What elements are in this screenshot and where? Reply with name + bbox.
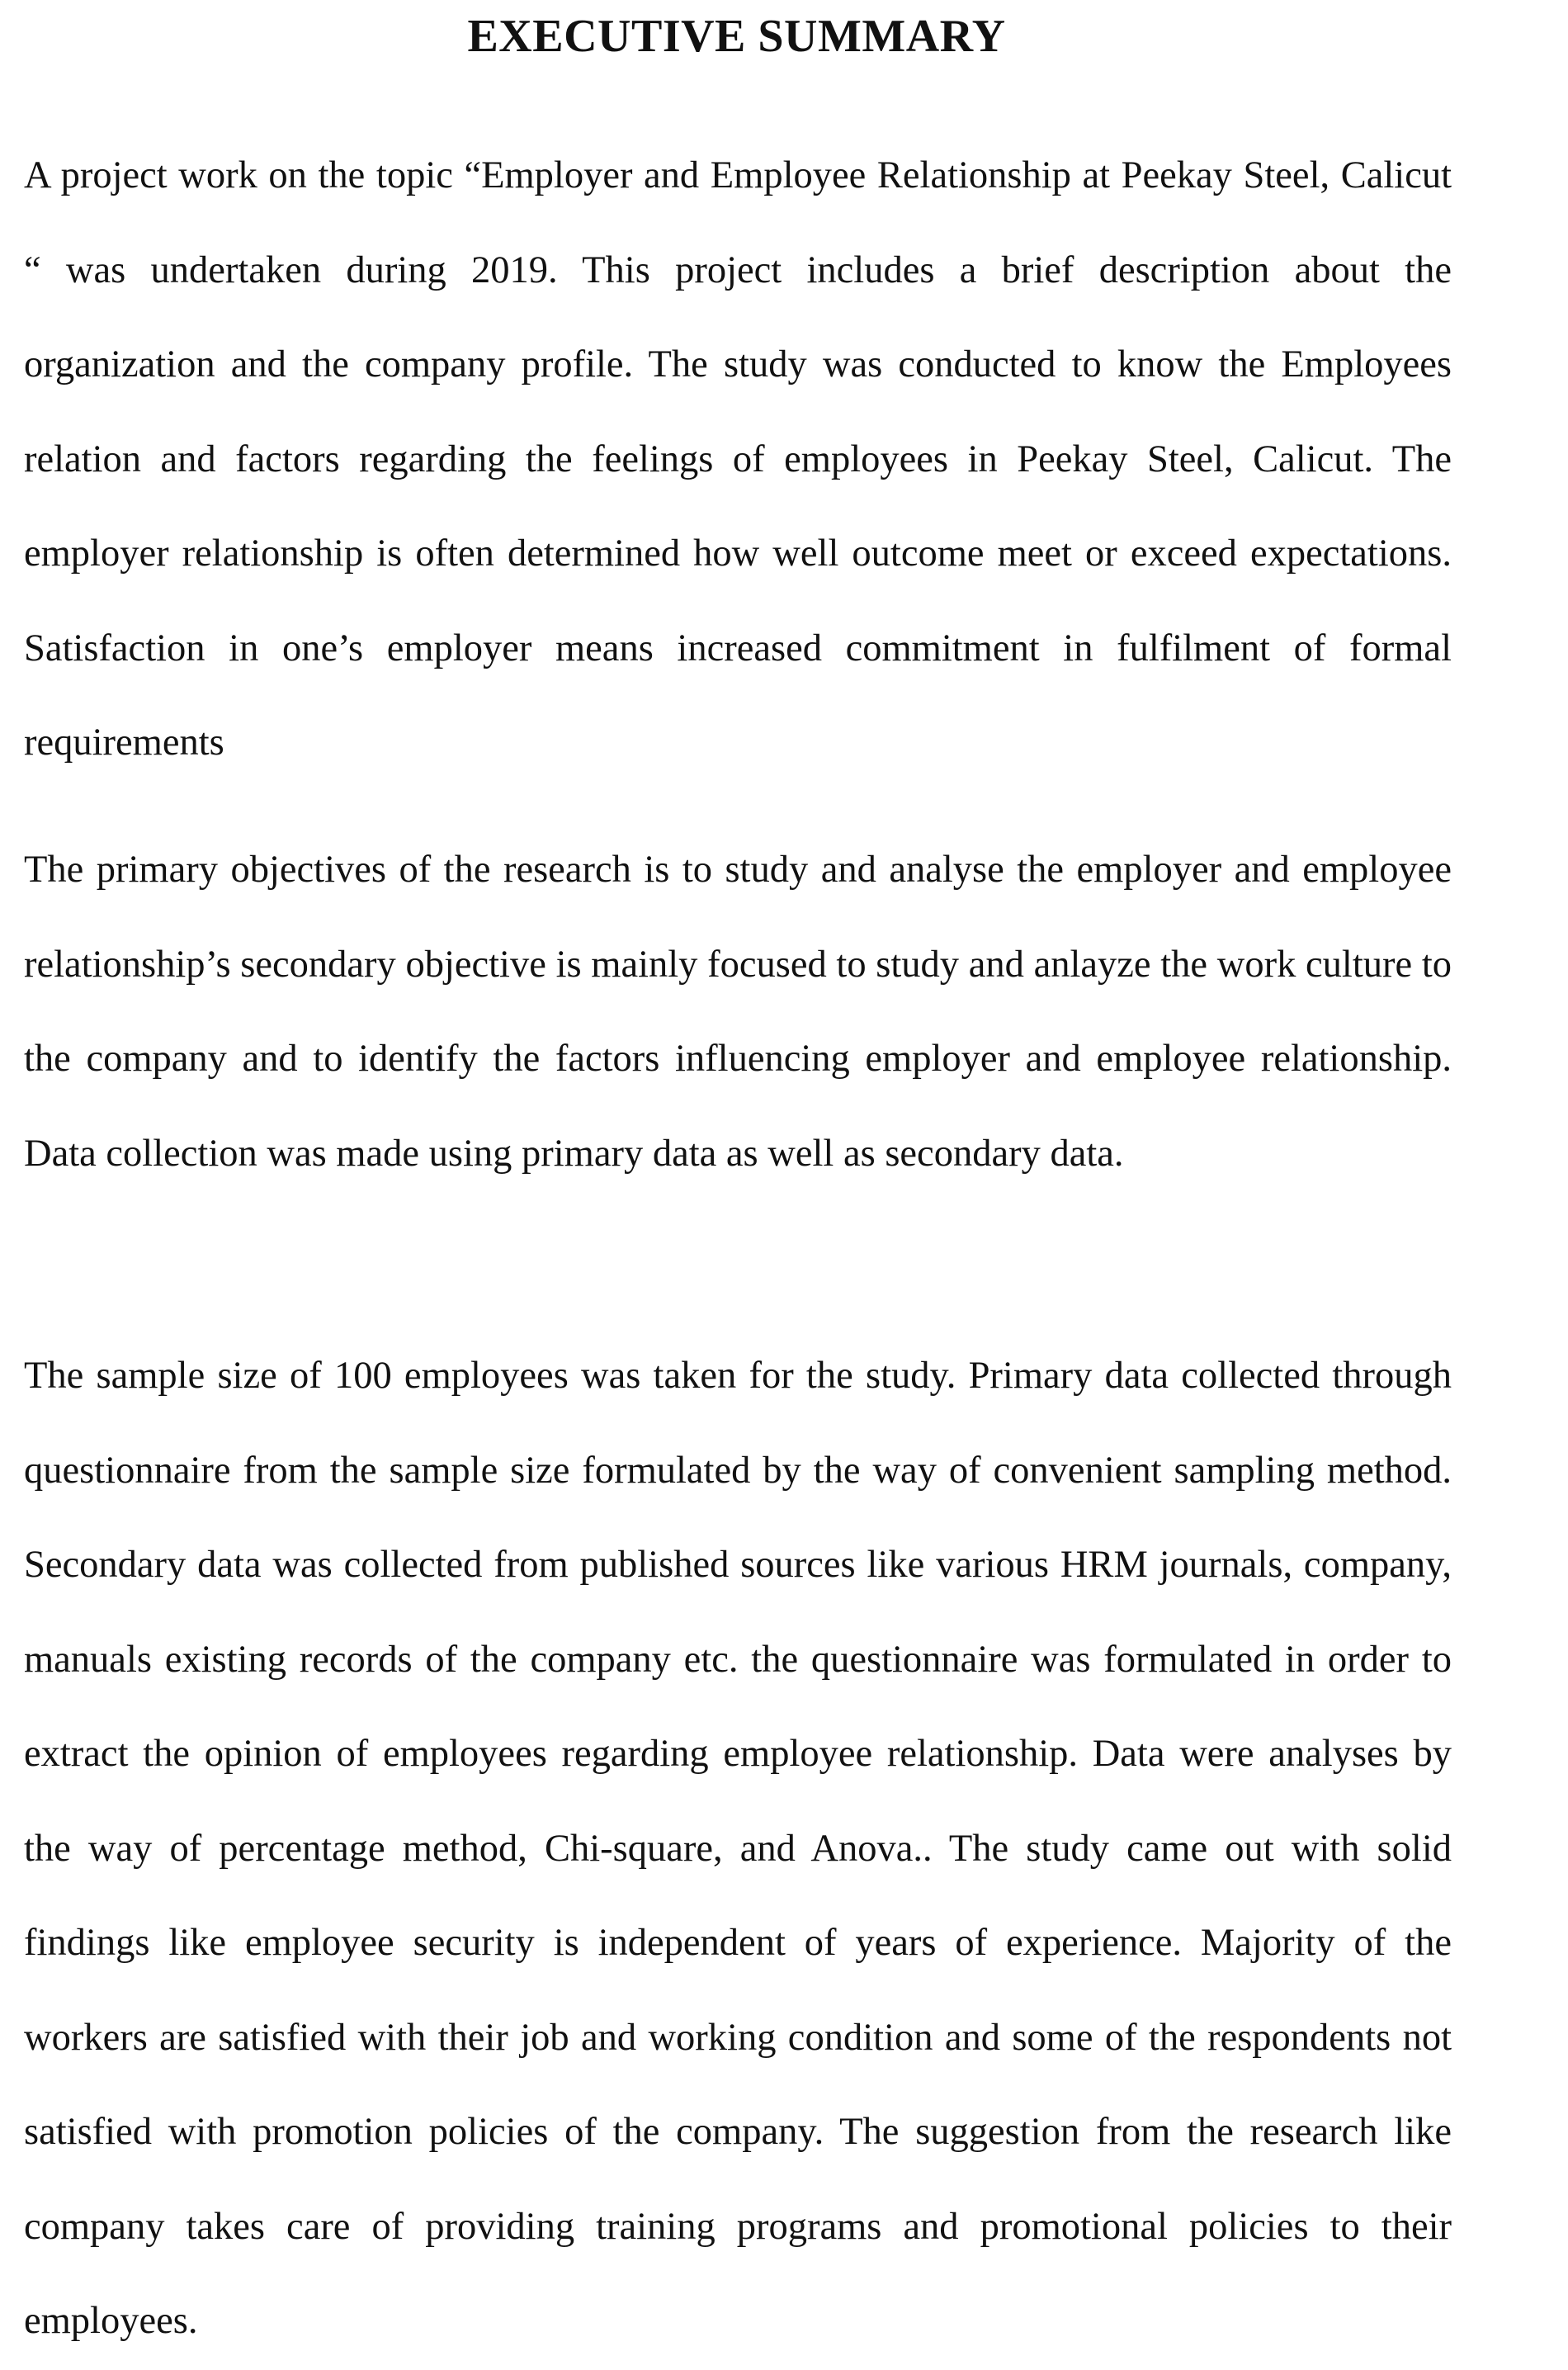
paragraph-objectives: The primary objectives of the research is to study and analyse the employer and employee relationship’s secondary objective is mainly focused to study and anlayze the work culture to the company and to identify the factors influencing employer and employee relationship. Data collection was made using primary data as well as secondary data.: [24, 849, 1452, 1175]
paragraph-methodology-findings: The sample size of 100 employees was taken for the study. Primary data collected through questionnaire from the sample size formulated by the way of convenient sampling method. Secondary data was collected from published sources like various HRM journals, company, manuals existing records of the company etc. the questionnaire was formulated in order to extract the opinion of employees regarding employee relationship. Data were analyses by the way of percentage method, Chi-square, and Anova.. The study came out with solid findings like employee security is independent of years of experience. Majority of the workers are satisfied with their job and working condition and some of the respondents not satisfied with promotion policies of the company. The suggestion from the research like company takes care of providing training programs and promotional policies to their employees.: [24, 1355, 1452, 2342]
page-title: EXECUTIVE SUMMARY: [467, 11, 1006, 62]
paragraph-introduction: A project work on the topic “Employer and Employee Relationship at Peekay Steel, Calicut “ was undertaken during 2019. This project includes a brief description about the organization and the company profile. The study was conducted to know the Employees relation and factors regarding the feelings of employees in Peekay Steel, Calicut. The employer relationship is often determined how well outcome meet or exceed expectations. Satisfaction in one’s employer means increased commitment in fulfilment of formal requirements: [24, 154, 1452, 764]
